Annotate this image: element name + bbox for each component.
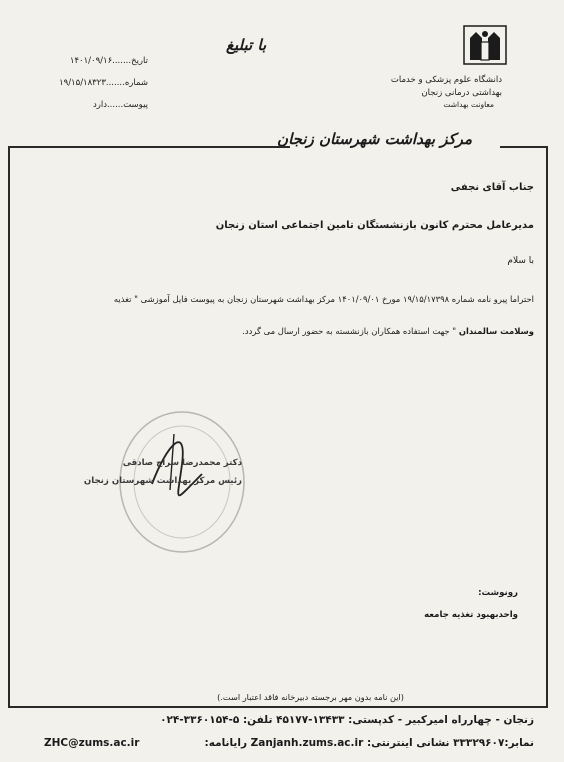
cc-item: واحدبهبود تغذیه جامعه	[424, 610, 518, 620]
university-logo-icon	[462, 24, 508, 66]
footer-address: زنجان - چهارراه امیرکبیر - کدپستی: ۱۳۴۳۳-۴۵۱۷۷ تلفن: ۵-۳۳۶۰۱۵۴-۰۲۴	[160, 714, 534, 726]
footer-contact: نمابر:۳۳۳۲۹۶۰۷ نشانی اینترنتی: Zanjanh.zums.ac.ir رایانامه:	[204, 737, 534, 749]
disclaimer-note: (این نامه بدون مهر برجسته دبیرخانه فاقد اعتبار است.)	[217, 692, 404, 702]
university-name: دانشگاه علوم پزشکی و خدمات بهداشتی درمانی زنجان	[390, 75, 502, 98]
number-row: شماره.......۱۹/۱۵/۱۸۳۲۳	[59, 78, 148, 88]
date-row: تاریخ.......۱۴۰۱/۰۹/۱۶	[69, 56, 148, 66]
frame-top-right-border	[500, 146, 548, 148]
body-paragraph-line1: احتراما پیرو نامه شماره ۱۹/۱۵/۱۷۳۹۸ مورخ ۱۴۰۱/۰۹/۰۱ مرکز بهداشت شهرستان زنجان به پیوست فایل آموزشی " تغذیه	[113, 294, 534, 304]
center-title: مرکز بهداشت شهرستان زنجان	[277, 130, 472, 148]
attachment-row: پیوست......دارد	[92, 100, 148, 110]
greeting: با سلام	[507, 256, 534, 266]
frame-left-border	[8, 146, 10, 706]
frame-top-border	[8, 146, 290, 148]
recipient-title: مدیرعامل محترم کانون بازنشستگان تامین اجتماعی استان زنجان	[215, 220, 534, 231]
cc-label: رونوشت:	[478, 588, 518, 598]
footer-email: ZHC@zums.ac.ir	[44, 737, 140, 749]
department-name: معاونت بهداشت	[443, 100, 494, 109]
frame-bottom-border	[8, 706, 548, 708]
frame-right-border	[546, 146, 548, 706]
handwritten-note: با تبلیغ	[226, 36, 267, 54]
signatory-title: رئیس مرکز بهداشت شهرستان زنجان	[83, 476, 242, 486]
body-paragraph-line2: وسلامت سالمندان " جهت استفاده همکاران بازنشسته به حضور ارسال می گردد.	[242, 326, 534, 336]
addressee: جناب آقای نجفی	[450, 182, 534, 193]
signatory-name: دکتر محمدرضا سراج صادقی	[122, 458, 242, 468]
